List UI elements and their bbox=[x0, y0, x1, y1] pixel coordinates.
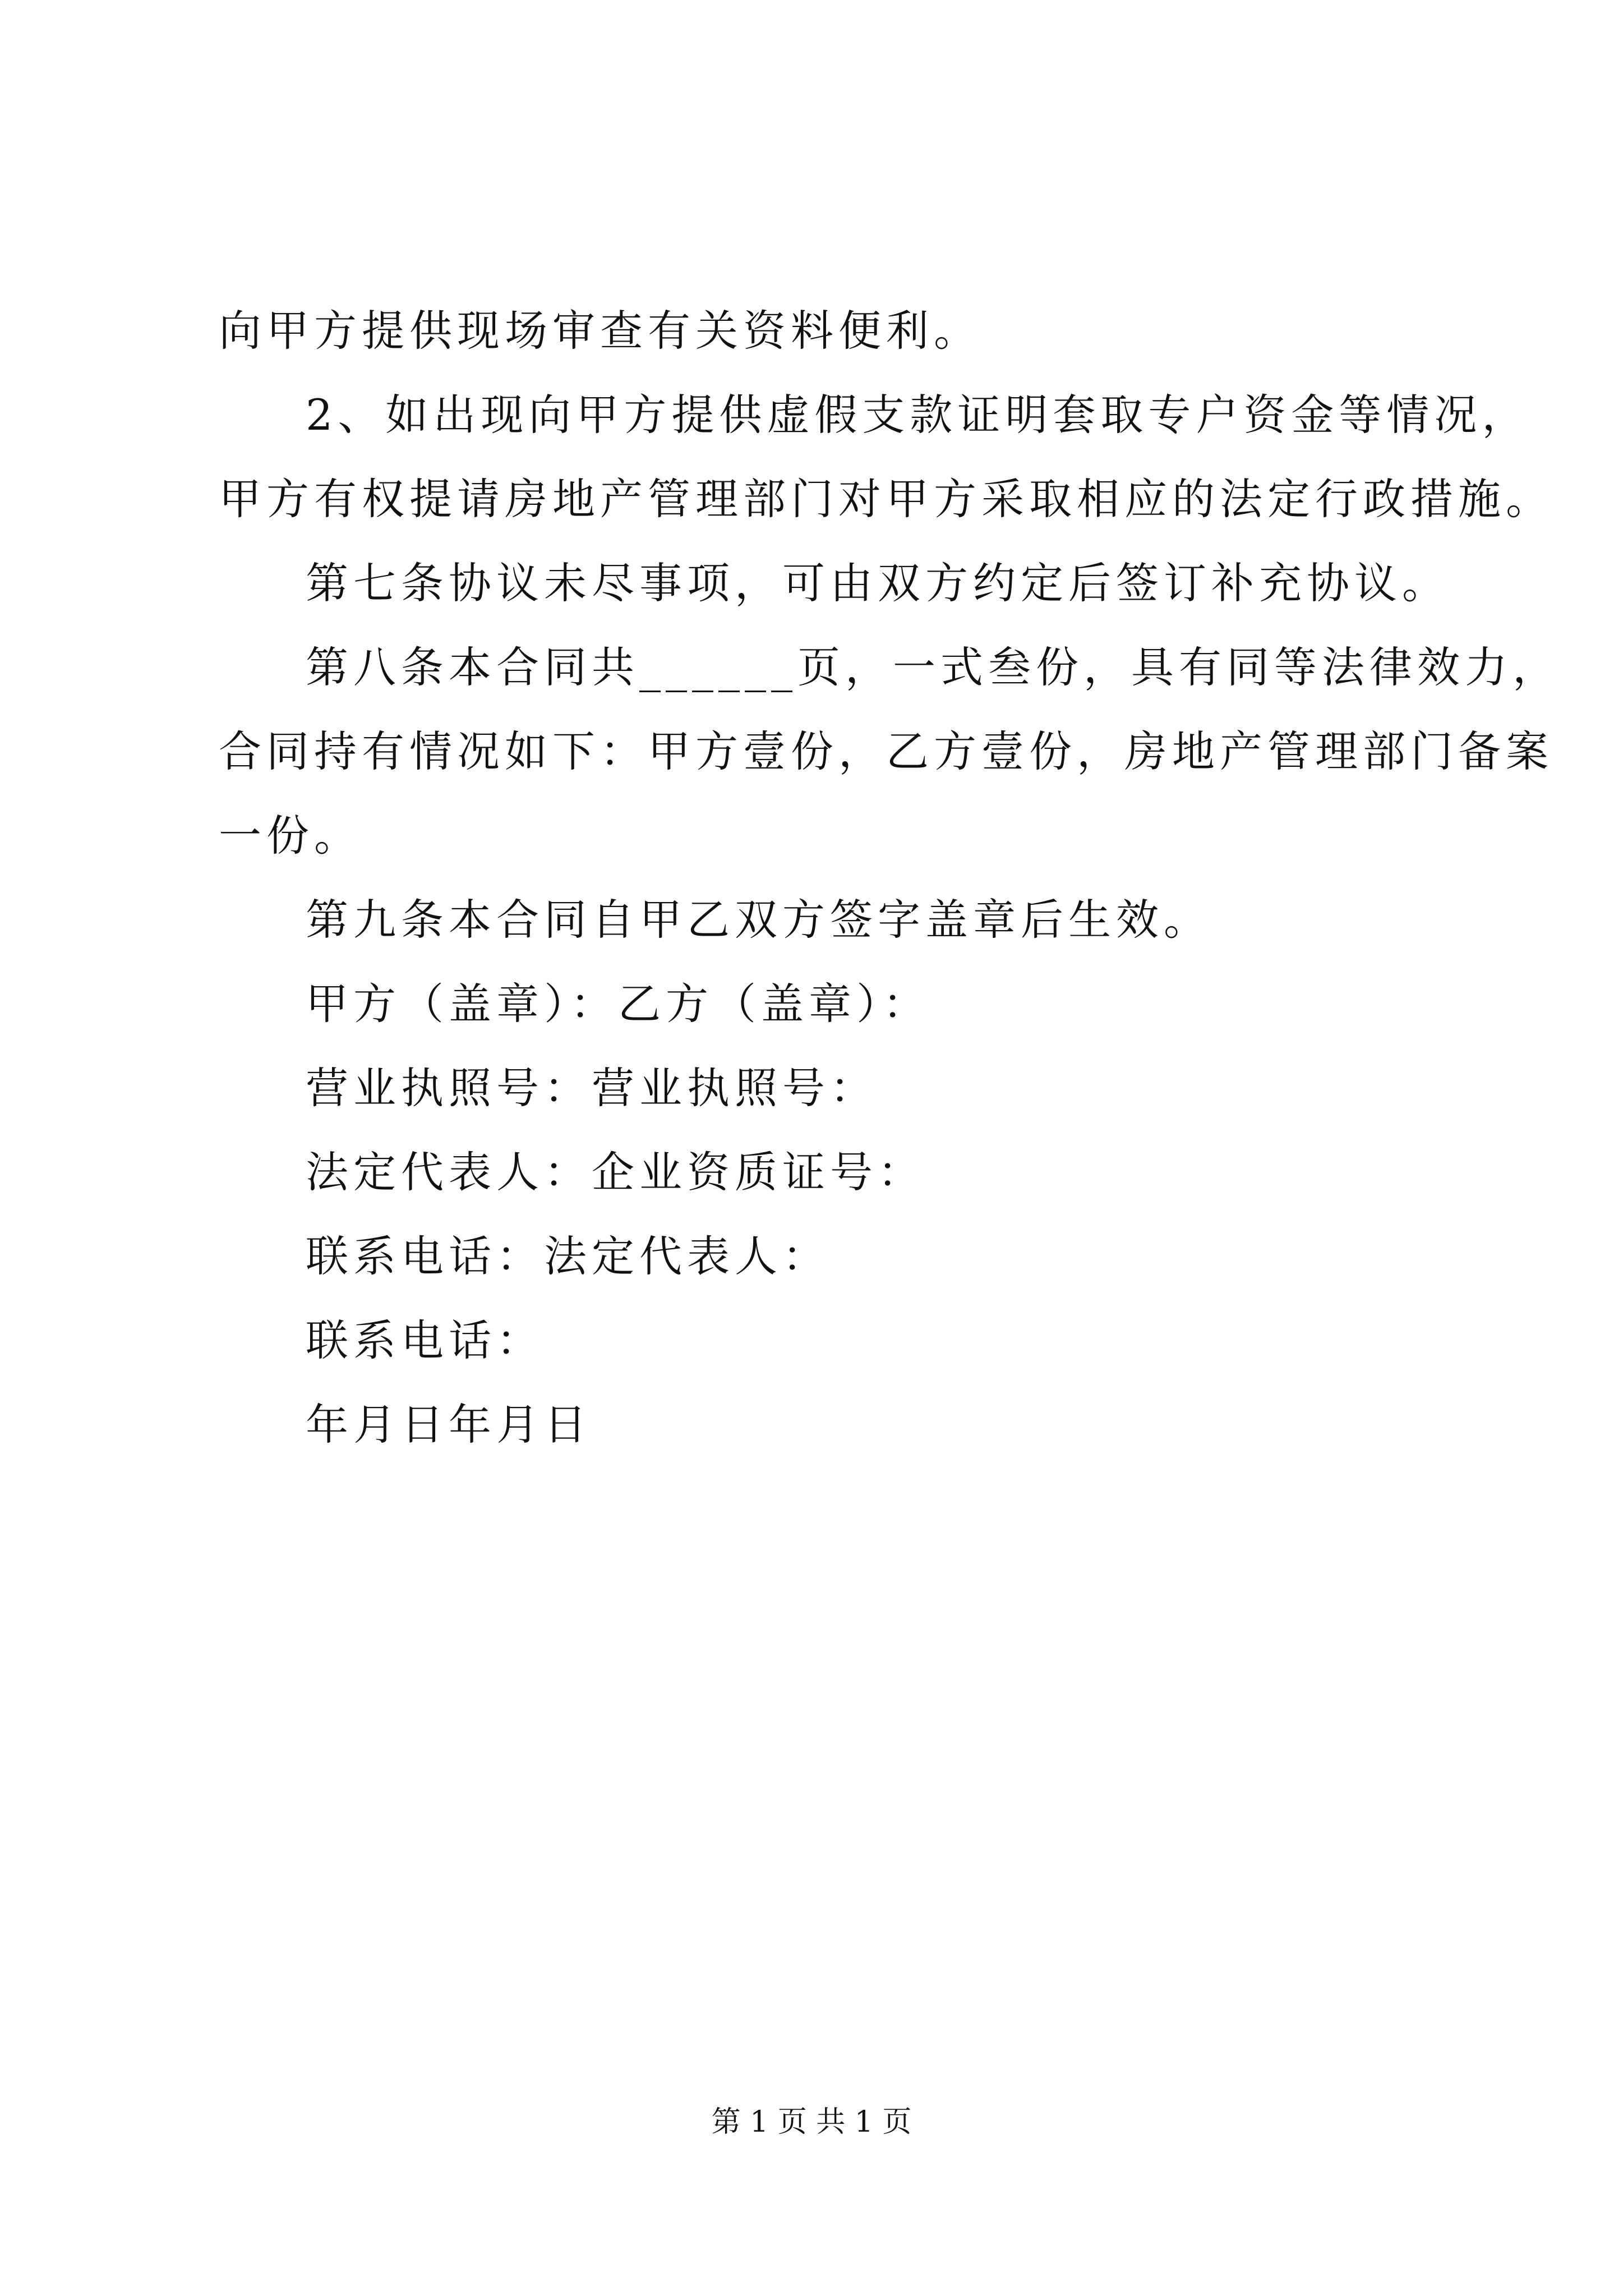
page-footer: 第 1 页 共 1 页 bbox=[711, 2105, 912, 2139]
paragraph-line-3: 甲方有权提请房地产管理部门对甲方采取相应的法定行政措施。 bbox=[219, 474, 1553, 524]
business-license-line: 营业执照号：营业执照号： bbox=[306, 1063, 878, 1113]
article-7-line: 第七条协议未尽事项，可由双方约定后签订补充协议。 bbox=[306, 558, 1450, 608]
article-8-line-2: 合同持有情况如下：甲方壹份，乙方壹份，房地产管理部门备案 bbox=[219, 726, 1553, 776]
article-8-line-1: 第八条本合同共______页，一式叁份，具有同等法律效力， bbox=[306, 642, 1560, 692]
legal-representative-line: 法定代表人：企业资质证号： bbox=[306, 1147, 925, 1197]
date-line: 年月日年月日 bbox=[306, 1400, 592, 1450]
paragraph-line-2: 2、如出现向甲方提供虚假支款证明套取专户资金等情况， bbox=[306, 390, 1530, 440]
contact-phone-line-2: 联系电话： bbox=[306, 1315, 544, 1365]
article-9-line: 第九条本合同自甲乙双方签字盖章后生效。 bbox=[306, 895, 1211, 945]
article-8-line-3: 一份。 bbox=[219, 811, 362, 861]
paragraph-line-1: 向甲方提供现场审查有关资料便利。 bbox=[219, 306, 981, 356]
contact-phone-line-1: 联系电话：法定代表人： bbox=[306, 1231, 830, 1281]
seal-line: 甲方（盖章）：乙方（盖章）： bbox=[306, 979, 930, 1029]
